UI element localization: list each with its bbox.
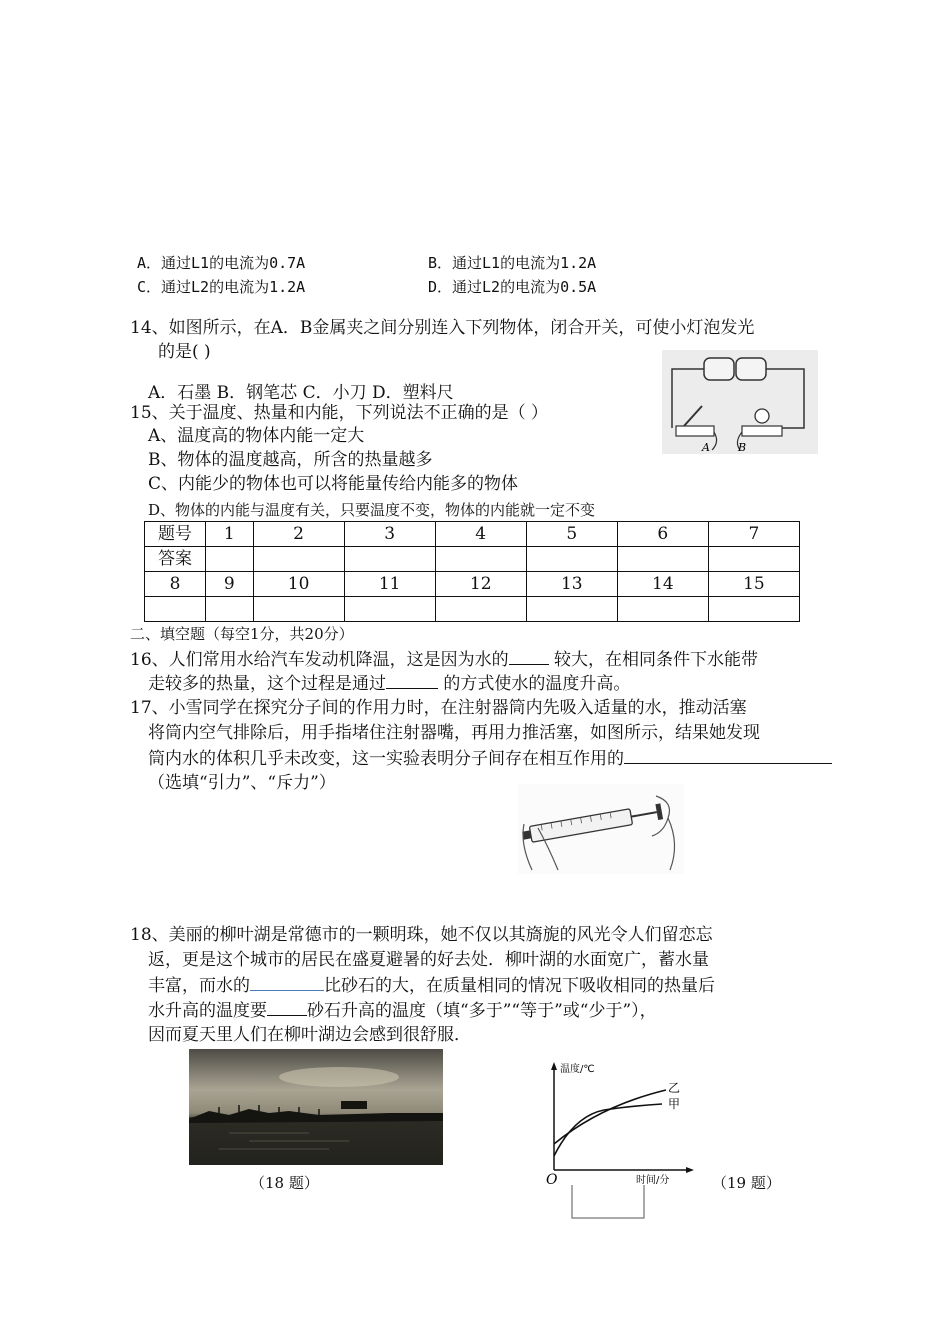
q18-line1: 18、美丽的柳叶湖是常德市的一颗明珠，她不仅以其旖旎的风光令人们留恋忘: [130, 925, 713, 945]
label-a: A: [702, 441, 710, 454]
table-cell: 题号: [145, 522, 206, 547]
table-cell: 14: [617, 572, 708, 597]
q18-text: 比砂石的大，在质量相同的情况下吸收相同的热量后: [324, 976, 715, 996]
x-axis-arrow: [686, 1167, 694, 1173]
q16-text: 16、人们常用水给汽车发动机降温，这是因为水的: [130, 650, 509, 670]
q15-option-c: C、内能少的物体也可以将能量传给内能多的物体: [148, 474, 519, 494]
table-cell: 9: [206, 572, 254, 597]
q13-option-b: B．通过L1的电流为1.2A: [428, 254, 597, 272]
table-cell: 8: [145, 572, 206, 597]
origin-label: O: [546, 1172, 558, 1188]
answer-cell[interactable]: [435, 597, 526, 622]
pavilion: [341, 1101, 367, 1109]
table-row: [145, 597, 800, 622]
q16-line1: [130, 648, 758, 671]
battery-cell-1: [704, 358, 734, 380]
table-cell: 3: [344, 522, 435, 547]
q18-blank-1[interactable]: [250, 974, 324, 991]
answer-cell[interactable]: [708, 547, 799, 572]
table-cell: 5: [526, 522, 617, 547]
answer-table: [144, 521, 800, 622]
q17-blank[interactable]: [624, 747, 832, 764]
table-cell: 2: [253, 522, 344, 547]
curve-yi-label: 乙: [668, 1081, 681, 1095]
q14-options: A．石墨 B．钢笔芯 C．小刀 D．塑料尺: [148, 383, 454, 403]
answer-cell[interactable]: [708, 597, 799, 622]
q18-text: 砂石升高的温度（填“多于”“等于”或“少于”），: [307, 1001, 657, 1021]
table-cell: 答案: [145, 547, 206, 572]
table-cell: 4: [435, 522, 526, 547]
q16-blank-2[interactable]: [386, 672, 438, 689]
table-row: [145, 572, 800, 597]
q15-option-b: B、物体的温度越高，所含的热量越多: [148, 450, 433, 470]
table-cell: 1: [206, 522, 254, 547]
answer-cell[interactable]: [526, 597, 617, 622]
answer-cell[interactable]: [206, 597, 254, 622]
q16-text: 较大，在相同条件下水能带: [554, 650, 759, 670]
caption-fig19: （19 题）: [712, 1174, 781, 1192]
q18-line2: 返，更是这个城市的居民在盛夏避暑的好去处．柳叶湖的水面宽广，蓄水量: [148, 950, 709, 970]
lamp-bulb: [755, 409, 769, 423]
q13-option-c: C．通过L2的电流为1.2A: [137, 278, 306, 296]
x-axis-label: 时间/分: [636, 1175, 670, 1186]
caption-fig18: （18 题）: [250, 1174, 319, 1192]
battery-cell-2: [736, 358, 766, 380]
q16-text: 的方式使水的温度升高。: [443, 674, 631, 694]
q17-line1: 17、小雪同学在探究分子间的作用力时，在注射器筒内先吸入适量的水，推动活塞: [130, 698, 747, 718]
q14-stem-line2: 的是( ): [158, 342, 211, 362]
answer-cell[interactable]: [526, 547, 617, 572]
q18-line4: [148, 999, 657, 1022]
lake-photo: [189, 1049, 443, 1165]
q18-blank-2[interactable]: [267, 999, 307, 1016]
q15-option-d: D、物体的内能与温度有关，只要温度不变，物体的内能就一定不变: [148, 501, 596, 519]
q13-option-d: D．通过L2的电流为0.5A: [428, 278, 597, 296]
q16-blank-1[interactable]: [509, 648, 549, 665]
q15-option-a: A、温度高的物体内能一定大: [148, 426, 365, 446]
q18-line5: 因而夏天里人们在柳叶湖边会感到很舒服．: [148, 1025, 471, 1045]
q17-text: 筒内水的体积几乎未改变，这一实验表明分子间存在相互作用的: [148, 749, 624, 769]
q16-line2: [148, 672, 630, 695]
q18-text: 丰富，而水的: [148, 976, 250, 996]
answer-cell[interactable]: [435, 547, 526, 572]
q15-stem: 15、关于温度、热量和内能，下列说法不正确的是（ ）: [130, 403, 549, 423]
switch-base: [676, 426, 714, 436]
temperature-graph: [540, 1058, 710, 1220]
syringe-figure: [518, 784, 684, 874]
q17-line2: 将筒内空气排除后，用手指堵住注射器嘴，再用力推活塞，如图所示，结果她发现: [148, 723, 760, 743]
answer-cell[interactable]: [253, 597, 344, 622]
answer-cell[interactable]: [617, 597, 708, 622]
answer-cell[interactable]: [145, 597, 206, 622]
table-cell: 6: [617, 522, 708, 547]
table-cell: 7: [708, 522, 799, 547]
label-b: B: [738, 441, 747, 454]
q13-option-a: A．通过L1的电流为0.7A: [137, 254, 306, 272]
curve-jia-label: 甲: [668, 1097, 681, 1111]
q18-text: 水升高的温度要: [148, 1001, 267, 1021]
q17-line3: [148, 747, 832, 770]
answer-cell[interactable]: [344, 547, 435, 572]
answer-cell[interactable]: [206, 547, 254, 572]
answer-box: [572, 1185, 644, 1218]
table-row: [145, 547, 800, 572]
answer-cell[interactable]: [344, 597, 435, 622]
table-cell: 15: [708, 572, 799, 597]
answer-cell[interactable]: [253, 547, 344, 572]
y-axis-arrow: [551, 1062, 557, 1070]
section2-heading: 二、填空题（每空1分，共20分）: [130, 625, 354, 643]
q17-line4: （选填“引力”、“斥力”）: [148, 773, 336, 793]
table-cell: 10: [253, 572, 344, 597]
y-axis-label: 温度/℃: [560, 1064, 595, 1075]
q18-line3: [148, 974, 715, 997]
q16-text: 走较多的热量，这个过程是通过: [148, 674, 386, 694]
table-row: [145, 522, 800, 547]
table-cell: 11: [344, 572, 435, 597]
table-cell: 12: [435, 572, 526, 597]
q14-stem-line1: 14、如图所示，在A．B金属夹之间分别连入下列物体，闭合开关，可使小灯泡发光: [130, 318, 755, 338]
curve-yi: [554, 1090, 666, 1144]
table-cell: 13: [526, 572, 617, 597]
curve-jia: [554, 1104, 662, 1156]
circuit-figure: [662, 350, 818, 454]
lamp-base: [742, 426, 782, 436]
answer-cell[interactable]: [617, 547, 708, 572]
